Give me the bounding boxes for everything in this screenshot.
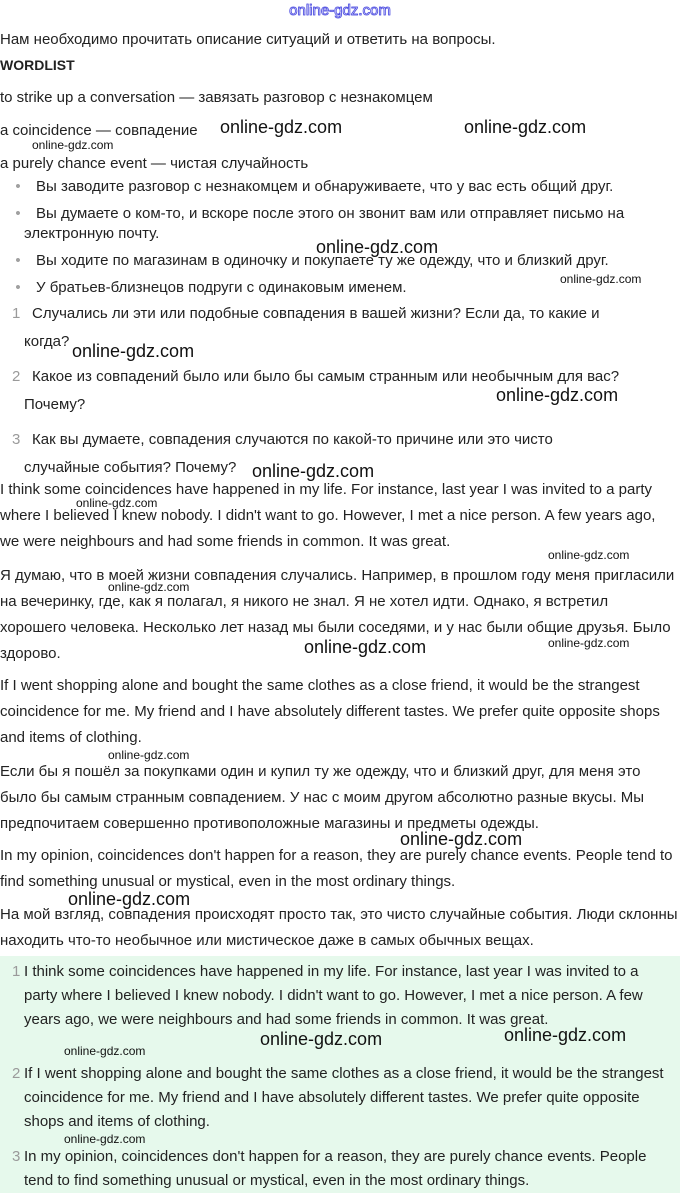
watermark: online-gdz.com	[504, 1025, 627, 1045]
watermark: online-gdz.com	[560, 272, 642, 286]
question-line: Почему?	[24, 396, 86, 413]
watermark: online-gdz.com	[464, 117, 587, 137]
bullet-icon: •	[15, 178, 21, 195]
wordlist-heading: WORDLIST	[0, 57, 75, 73]
answer-paragraph-en: If I went shopping alone and bought the same clothes as a close friend, it would be the strangest coincidence for me. My friend and I have absolutely different tastes. We prefer quite opposite shops and items of clothing.	[0, 677, 660, 746]
watermark: online-gdz.com	[548, 548, 630, 562]
bullet-icon: •	[15, 205, 21, 222]
answer-paragraph-ru: На мой взгляд, совпадения происходят просто так, это чисто случайные события. Люди склонны находить что-то необычное или мистическое даже в самых обычных вещах.	[0, 906, 678, 949]
watermark: online-gdz.com	[316, 237, 439, 257]
situation-item: • Вы думаете о ком-то, и вскоре после этого он звонит вам или отправляет письмо на	[12, 204, 624, 224]
situation-item: • У братьев-близнецов подруги с одинаковым именем.	[12, 278, 407, 298]
question-number: 3	[12, 431, 21, 448]
watermark: online-gdz.com	[548, 636, 630, 650]
watermark: online-gdz.com	[252, 461, 375, 481]
answer-paragraph-ru: Если бы я пошёл за покупками один и купил ту же одежду, что и близкий друг, для меня это было бы самым странным совпадением. У нас с моим другом абсолютно разные вкусы. Мы предпочитаем совершенно противоположные магазины и предметы одежды.	[0, 763, 645, 832]
answer-paragraph-en: I think some coincidences have happened in my life. For instance, last year I was invited to a party where I believed I knew nobody. I didn't want to go. However, I met a nice person. A few years ago, we were neighbours and had some friends in common. It was great.	[0, 481, 656, 550]
watermark: online-gdz.com	[68, 889, 191, 909]
answer-box	[0, 956, 680, 1193]
watermark: online-gdz.com	[304, 637, 427, 657]
question-item: 1 Случались ли эти или подобные совпадения в вашей жизни? Если да, то какие и	[12, 305, 600, 322]
question-number: 1	[12, 305, 21, 322]
watermark: online-gdz.com	[76, 496, 158, 510]
answer-text: If I went shopping alone and bought the same clothes as a close friend, it would be the strangest coincidence for me. My friend and I have absolutely different tastes. We prefer quite opposite shops and items of clothing.	[24, 1065, 664, 1130]
bullet-icon: •	[15, 279, 21, 296]
watermark: online-gdz.com	[32, 138, 114, 152]
watermark: online-gdz.com	[260, 1029, 383, 1049]
wordlist-item: a coincidence — совпадение	[0, 122, 198, 139]
answer-text: In my opinion, coincidences don't happen for a reason, they are purely chance events. People tend to find something unusual or mystical, even in the most ordinary things.	[24, 1148, 647, 1189]
site-title[interactable]: online-gdz.com	[289, 2, 391, 19]
watermark: online-gdz.com	[72, 341, 195, 361]
watermark: online-gdz.com	[64, 1132, 146, 1146]
wordlist-item: a purely chance event — чистая случайность	[0, 155, 309, 172]
question-line: когда?	[24, 333, 70, 350]
question-item: 3 Как вы думаете, совпадения случаются по какой-то причине или это чисто	[12, 431, 553, 448]
answer-text: I think some coincidences have happened in my life. For instance, last year I was invited to a party where I believed I knew nobody. I didn't want to go. However, I met a nice person. A few years ago, we were neighbours and had some friends in common. It was great.	[24, 963, 643, 1028]
watermark: online-gdz.com	[400, 829, 523, 849]
watermark: online-gdz.com	[496, 385, 619, 405]
situation-item-continued: электронную почту.	[24, 225, 160, 242]
answer-number: 2	[12, 1065, 21, 1082]
answer-number: 3	[12, 1148, 21, 1165]
watermark: online-gdz.com	[220, 117, 343, 137]
watermark: online-gdz.com	[108, 748, 190, 762]
watermark: online-gdz.com	[64, 1044, 146, 1058]
situation-item: • Вы заводите разговор с незнакомцем и обнаруживаете, что у вас есть общий друг.	[12, 177, 613, 197]
bullet-icon: •	[15, 252, 21, 269]
question-item: 2 Какое из совпадений было или было бы самым странным или необычным для вас?	[12, 368, 620, 385]
answer-paragraph-en: In my opinion, coincidences don't happen for a reason, they are purely chance events. People tend to find something unusual or mystical, even in the most ordinary things.	[0, 847, 673, 890]
wordlist-item: to strike up a conversation — завязать разговор с незнакомцем	[0, 89, 433, 106]
watermark: online-gdz.com	[108, 580, 190, 594]
answer-paragraph-ru: Я думаю, что в моей жизни совпадения случались. Например, в прошлом году меня пригласили на вечеринку, где, как я полагал, я никого не знал. Я не хотел идти. Однако, я встретил хорошего человека. Несколько лет назад мы были соседями, и у нас были общие друзья. Было здорово.	[0, 567, 675, 662]
situation-item: • Вы ходите по магазинам в одиночку и покупаете ту же одежду, что и близкий друг.	[12, 251, 609, 271]
question-line: случайные события? Почему?	[24, 459, 237, 476]
question-number: 2	[12, 368, 21, 385]
intro-text: Нам необходимо прочитать описание ситуаций и ответить на вопросы.	[0, 31, 496, 48]
answer-number: 1	[12, 963, 21, 980]
